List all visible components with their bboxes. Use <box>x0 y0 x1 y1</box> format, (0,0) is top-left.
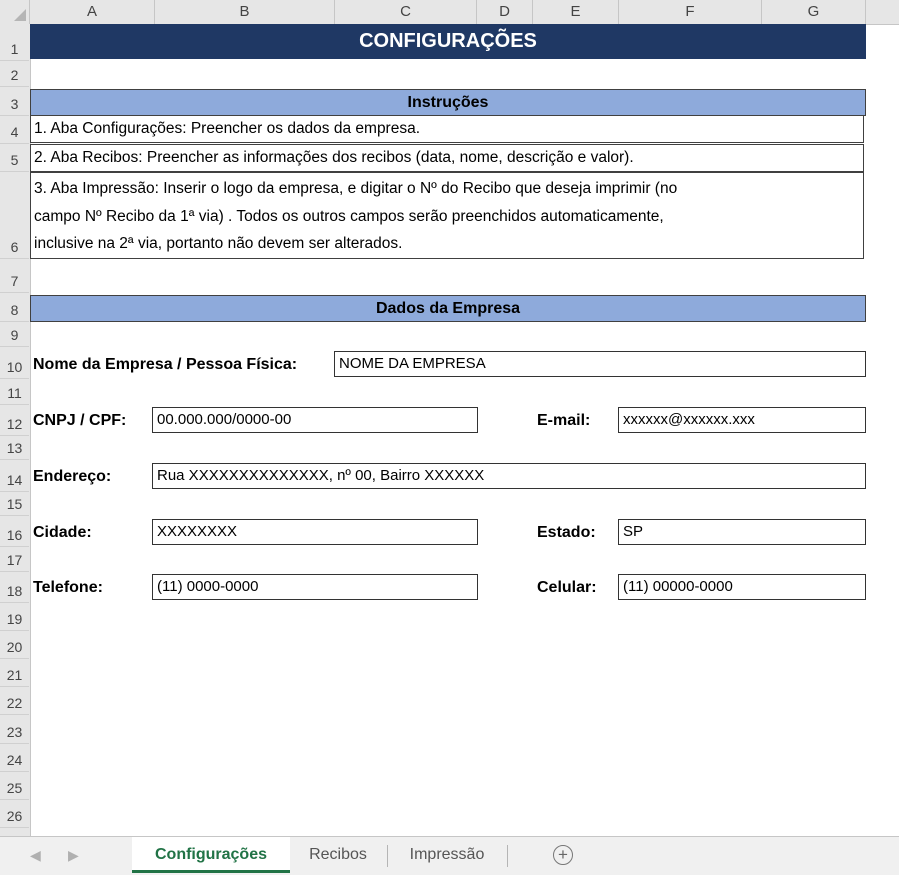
row-header-18[interactable]: 18 <box>0 572 29 603</box>
row-header-16[interactable]: 16 <box>0 516 29 547</box>
phone-label: Telefone: <box>33 579 103 596</box>
instruction-line-1-text: 1. Aba Configurações: Preencher os dados da empresa. <box>34 120 421 137</box>
state-field[interactable]: SP <box>618 519 866 545</box>
row-header-24[interactable]: 24 <box>0 744 29 772</box>
row-header-8[interactable]: 8 <box>0 293 29 322</box>
row-header-14[interactable]: 14 <box>0 460 29 492</box>
row-header-10[interactable]: 10 <box>0 347 29 379</box>
instruction-line-2[interactable] <box>30 144 864 172</box>
tab-configuracoes[interactable]: Configurações <box>132 837 290 873</box>
company-name-label: Nome da Empresa / Pessoa Física: <box>33 356 298 373</box>
instruction-line-1[interactable] <box>30 116 864 143</box>
row-header-4[interactable]: 4 <box>0 116 29 144</box>
column-header-a[interactable]: A <box>30 0 155 24</box>
row-header-6[interactable]: 6 <box>0 172 29 259</box>
column-header-b[interactable]: B <box>155 0 335 24</box>
worksheet-grid[interactable] <box>30 24 899 836</box>
company-name-field[interactable]: NOME DA EMPRESA <box>334 351 866 377</box>
tab-separator <box>507 845 508 867</box>
tab-recibos[interactable]: Recibos <box>309 846 367 863</box>
row-header-20[interactable]: 20 <box>0 631 29 659</box>
row-header-1[interactable]: 1 <box>0 24 29 61</box>
mobile-label: Celular: <box>537 579 597 596</box>
instruction-line-3[interactable] <box>30 172 864 259</box>
row-header-7[interactable]: 7 <box>0 259 29 293</box>
row-header-3[interactable]: 3 <box>0 87 29 116</box>
select-all-icon <box>14 9 26 21</box>
mobile-field[interactable]: (11) 00000-0000 <box>618 574 866 600</box>
address-label: Endereço: <box>33 468 112 485</box>
row-header-9[interactable]: 9 <box>0 322 29 347</box>
instruction-line-2-text: 2. Aba Recibos: Preencher as informações dos recibos (data, nome, descrição e valor). <box>34 149 634 166</box>
tab-scroll-right-icon[interactable]: ▶ <box>68 847 79 863</box>
instruction-line-3a-text: 3. Aba Impressão: Inserir o logo da empresa, e digitar o Nº do Recibo que deseja imprimir (no <box>34 180 678 197</box>
city-field[interactable]: XXXXXXXX <box>152 519 478 545</box>
row-header-11[interactable]: 11 <box>0 379 29 405</box>
row-header-21[interactable]: 21 <box>0 659 29 687</box>
cnpj-cpf-label: CNPJ / CPF: <box>33 412 127 429</box>
instruction-line-3c-text: inclusive na 2ª via, portanto não devem ser alterados. <box>34 235 403 252</box>
phone-field[interactable]: (11) 0000-0000 <box>152 574 478 600</box>
email-field[interactable]: xxxxxx@xxxxxx.xxx <box>618 407 866 433</box>
instruction-line-3b-text: campo Nº Recibo da 1ª via) . Todos os outros campos serão preenchidos automaticamente, <box>34 207 664 225</box>
select-all-corner[interactable] <box>0 0 30 24</box>
row-header-13[interactable]: 13 <box>0 436 29 460</box>
company-data-header: Dados da Empresa <box>30 295 866 322</box>
row-header-23[interactable]: 23 <box>0 715 29 744</box>
column-header-bar <box>0 0 899 25</box>
add-sheet-icon[interactable]: + <box>553 845 573 865</box>
row-header-12[interactable]: 12 <box>0 405 29 436</box>
sheet-tabs-bar <box>0 836 899 875</box>
row-header-22[interactable]: 22 <box>0 687 29 715</box>
instructions-header: Instruções <box>30 89 866 116</box>
row-header-5[interactable]: 5 <box>0 144 29 172</box>
sheet-title: CONFIGURAÇÕES <box>30 24 866 59</box>
row-header-15[interactable]: 15 <box>0 492 29 516</box>
row-header-25[interactable]: 25 <box>0 772 29 800</box>
email-label: E-mail: <box>537 412 591 429</box>
column-header-f[interactable]: F <box>619 0 762 24</box>
cnpj-cpf-field[interactable]: 00.000.000/0000-00 <box>152 407 478 433</box>
column-header-e[interactable]: E <box>533 0 619 24</box>
column-header-g[interactable]: G <box>762 0 866 24</box>
column-header-c[interactable]: C <box>335 0 477 24</box>
city-label: Cidade: <box>33 524 92 541</box>
row-header-17[interactable]: 17 <box>0 547 29 572</box>
row-header-19[interactable]: 19 <box>0 603 29 631</box>
address-field[interactable]: Rua XXXXXXXXXXXXXX, nº 00, Bairro XXXXXX <box>152 463 866 489</box>
tab-impressao[interactable]: Impressão <box>409 846 485 863</box>
row-header-bar <box>0 24 31 836</box>
tab-scroll-left-icon[interactable]: ◀ <box>30 847 41 863</box>
row-header-2[interactable]: 2 <box>0 61 29 87</box>
column-header-d[interactable]: D <box>477 0 533 24</box>
row-header-26[interactable]: 26 <box>0 800 29 828</box>
state-label: Estado: <box>537 524 596 541</box>
